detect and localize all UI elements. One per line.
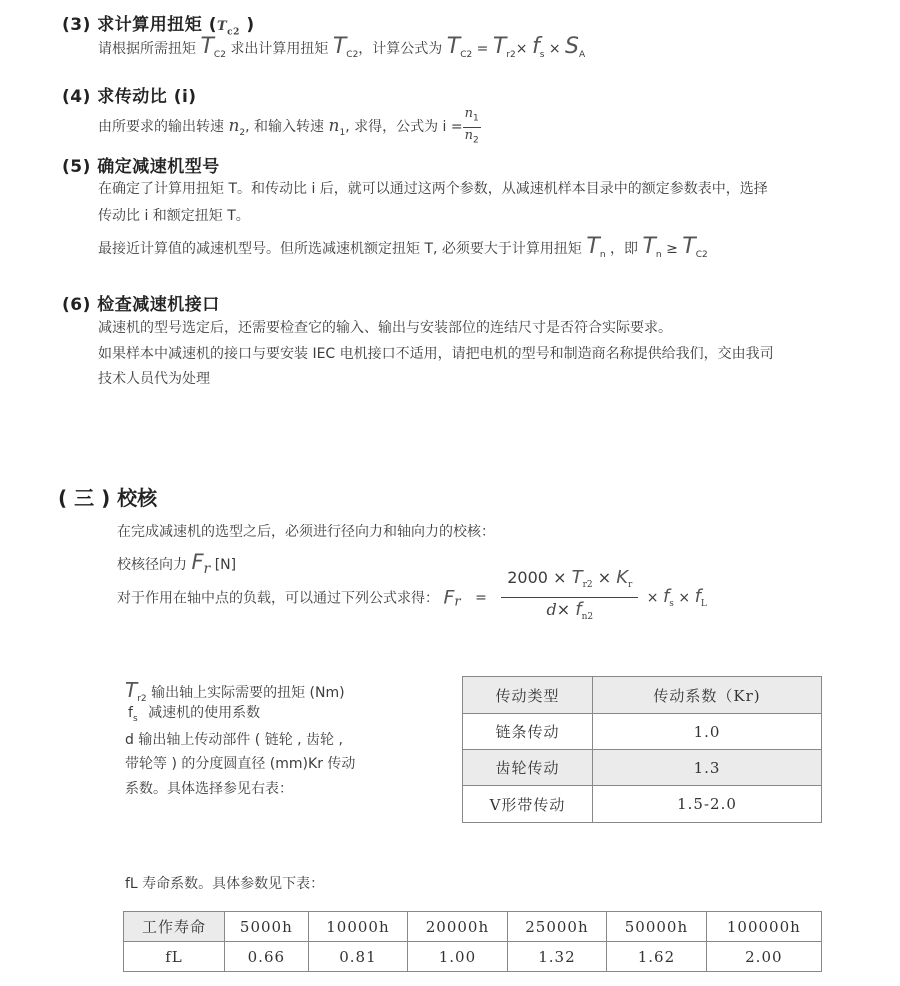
s4-text-a: 由所要求的输出转速 <box>98 119 224 136</box>
symbol-T: T <box>586 234 600 259</box>
s4-text-c: , 求得，公式为 i = <box>345 119 463 136</box>
constant-2000: 2000 <box>507 568 548 587</box>
subscript-n2: n2 <box>581 612 594 623</box>
symbol-F: F <box>191 550 204 574</box>
legend-line-4: 带轮等 ) 的分度圆直径 (mm)Kr 传动 <box>125 756 356 772</box>
s5-text-b: ，即 <box>609 241 638 257</box>
table-cell: 1.0 <box>593 714 822 750</box>
section-3-formula-line <box>98 34 585 60</box>
formula-tail <box>646 586 707 610</box>
subscript-2: 2 <box>239 127 246 138</box>
legend-line-1 <box>125 678 345 704</box>
subscript-2: 2 <box>472 135 479 146</box>
fraction-numerator <box>463 106 481 128</box>
section-6-heading: (6) 检查减速机接口 <box>62 295 220 315</box>
times-sign: × <box>597 568 612 587</box>
symbol-S: S <box>565 34 579 59</box>
header-cell: 100000h <box>706 912 821 942</box>
table-cell: 0.81 <box>308 942 408 972</box>
unit-newton: [N] <box>214 557 237 573</box>
subscript-c2: C2 <box>346 49 359 60</box>
header-cell: 20000h <box>408 912 508 942</box>
formula-intro-text: 对于作用在轴中点的负载，可以通过下列公式求得： <box>117 590 439 607</box>
subscript-r: r <box>628 580 633 591</box>
symbol-f: f <box>662 586 670 608</box>
section-6-line-2: 如果样本中减速机的接口与要安装 IEC 电机接口不适用，请把电机的型号和制造商名称提供给我们，交由我司 <box>98 346 774 362</box>
table-cell: 链条传动 <box>463 714 593 750</box>
subscript-r2: r2 <box>582 580 593 591</box>
fl-note: fL 寿命系数。具体参数见下表： <box>125 876 325 892</box>
table-cell: 1.32 <box>507 942 607 972</box>
symbol-f: f <box>531 34 540 59</box>
subscript-n: n <box>599 249 606 260</box>
table-cell: fL <box>124 942 225 972</box>
header-cell: 50000h <box>607 912 707 942</box>
symbol-T: T <box>682 234 696 259</box>
s5-text-a: 最接近计算值的减速机型号。但所选减速机额定扭矩 T, 必须要大于计算用扭矩 <box>98 241 582 257</box>
subscript-s: s <box>669 599 674 610</box>
radial-force-formula <box>117 566 707 629</box>
s3-text-c: ，计算公式为 <box>358 41 443 57</box>
subscript-r2: r2 <box>506 49 516 60</box>
symbol-n: n <box>228 116 240 137</box>
subscript-n: n <box>655 249 662 260</box>
subscript-c2: C2 <box>695 249 708 260</box>
symbol-T: T <box>446 34 461 59</box>
radial-force-fraction <box>501 566 638 629</box>
table-header-row <box>124 912 822 942</box>
symbol-T: T <box>200 34 214 59</box>
header-cell: 10000h <box>308 912 408 942</box>
symbol-f: f <box>575 599 582 621</box>
symbol-T: T <box>571 567 583 588</box>
symbol-n: n <box>328 116 340 137</box>
subscript-1: 1 <box>339 127 346 138</box>
times-sign: × <box>548 41 561 57</box>
fraction-denominator <box>501 598 638 629</box>
subscript-r2: r2 <box>137 693 147 704</box>
kr-coefficient-table <box>462 676 822 823</box>
table-row <box>463 750 822 786</box>
table-cell: V形带传动 <box>463 786 593 823</box>
equals-sign: = <box>476 41 489 57</box>
times-sign: × <box>646 590 659 607</box>
s3-text-a: 请根据所需扭矩 <box>98 41 196 57</box>
section-3-heading-text: (3) 求计算用扭矩 ( <box>62 15 217 35</box>
table-cell: 0.66 <box>225 942 309 972</box>
times-sign: × <box>553 568 567 587</box>
fraction-denominator <box>463 128 481 149</box>
header-cell: 传动系数（Kr) <box>593 677 822 714</box>
legend-text-1: 输出轴上实际需要的扭矩 (Nm) <box>151 685 345 701</box>
equals-sign: = <box>475 589 487 606</box>
subscript-L: L <box>700 599 707 610</box>
greater-equal-sign: ≥ <box>666 241 678 257</box>
header-cell: 5000h <box>225 912 309 942</box>
symbol-T: T <box>125 678 138 702</box>
symbol-F: F <box>443 586 455 609</box>
symbol-n: n <box>464 106 473 121</box>
legend-text-2: 减速机的使用系数 <box>148 705 261 721</box>
times-sign: × <box>678 590 691 607</box>
subscript-A: A <box>579 49 586 60</box>
section-5-line-1: 在确定了计算用扭矩 T。和传动比 i 后，就可以通过这两个参数，从减速机样本目录中的额定参数表中，选择 <box>98 181 768 197</box>
subscript-c2: C2 <box>460 49 473 60</box>
s4-text-b: , 和输入转速 <box>245 119 325 136</box>
radial-label-text: 校核径向力 <box>117 557 187 573</box>
symbol-f: f <box>694 586 701 608</box>
table-row <box>463 714 822 750</box>
table-cell: 2.00 <box>706 942 821 972</box>
legend-line-2 <box>128 702 260 724</box>
symbol-T: T <box>492 34 507 59</box>
table-row <box>124 942 822 972</box>
section-5-line-3 <box>98 234 708 260</box>
section-6-line-3: 技术人员代为处理 <box>98 371 210 387</box>
table-header-row <box>463 677 822 714</box>
heading-subscript-c2: c2 <box>227 27 240 38</box>
s3-text-b: 求出计算用扭矩 <box>230 41 329 57</box>
legend-line-3: d 输出轴上传动部件 ( 链轮 , 齿轮 , <box>125 732 343 748</box>
symbol-d: d <box>546 600 557 620</box>
heading-close-paren: ) <box>246 15 255 35</box>
times-sign: × <box>556 600 571 620</box>
symbol-K: K <box>616 567 628 588</box>
section-5-heading: (5) 确定减速机型号 <box>62 157 220 177</box>
table-cell: 齿轮传动 <box>463 750 593 786</box>
symbol-n: n <box>464 127 473 143</box>
fraction-numerator <box>501 566 638 598</box>
section-verify-heading: ( 三 ) 校核 <box>58 486 158 510</box>
table-cell: 1.62 <box>607 942 707 972</box>
header-cell: 工作寿命 <box>124 912 225 942</box>
table-cell: 1.3 <box>593 750 822 786</box>
fl-life-table <box>123 911 822 972</box>
subscript-r: r <box>203 560 211 577</box>
symbol-f: f <box>128 705 133 721</box>
section-4-heading: (4) 求传动比 (i) <box>62 87 197 107</box>
symbol-T: T <box>332 34 347 59</box>
subscript-c2: C2 <box>213 49 226 60</box>
table-row <box>463 786 822 823</box>
section-6-line-1: 减速机的型号选定后，还需要检查它的输入、输出与安装部位的连结尺寸是否符合实际要求。 <box>98 320 672 336</box>
symbol-T: T <box>642 234 656 259</box>
section-4-formula-line <box>98 106 481 148</box>
table-cell: 1.5-2.0 <box>593 786 822 823</box>
header-cell: 传动类型 <box>463 677 593 714</box>
ratio-fraction <box>463 106 481 148</box>
subscript-r: r <box>454 594 461 610</box>
legend-line-5: 系数。具体选择参见右表： <box>125 781 293 797</box>
subscript-s: s <box>132 713 138 724</box>
heading-symbol-T: T <box>216 19 228 34</box>
header-cell: 25000h <box>507 912 607 942</box>
table-cell: 1.00 <box>408 942 508 972</box>
subscript-1: 1 <box>472 113 479 124</box>
subscript-s: s <box>539 49 545 60</box>
times-sign: × <box>515 41 528 57</box>
section-5-line-2: 传动比 i 和额定扭矩 T。 <box>98 208 250 224</box>
verify-intro: 在完成减速机的选型之后，必须进行径向力和轴向力的校核： <box>117 524 495 540</box>
